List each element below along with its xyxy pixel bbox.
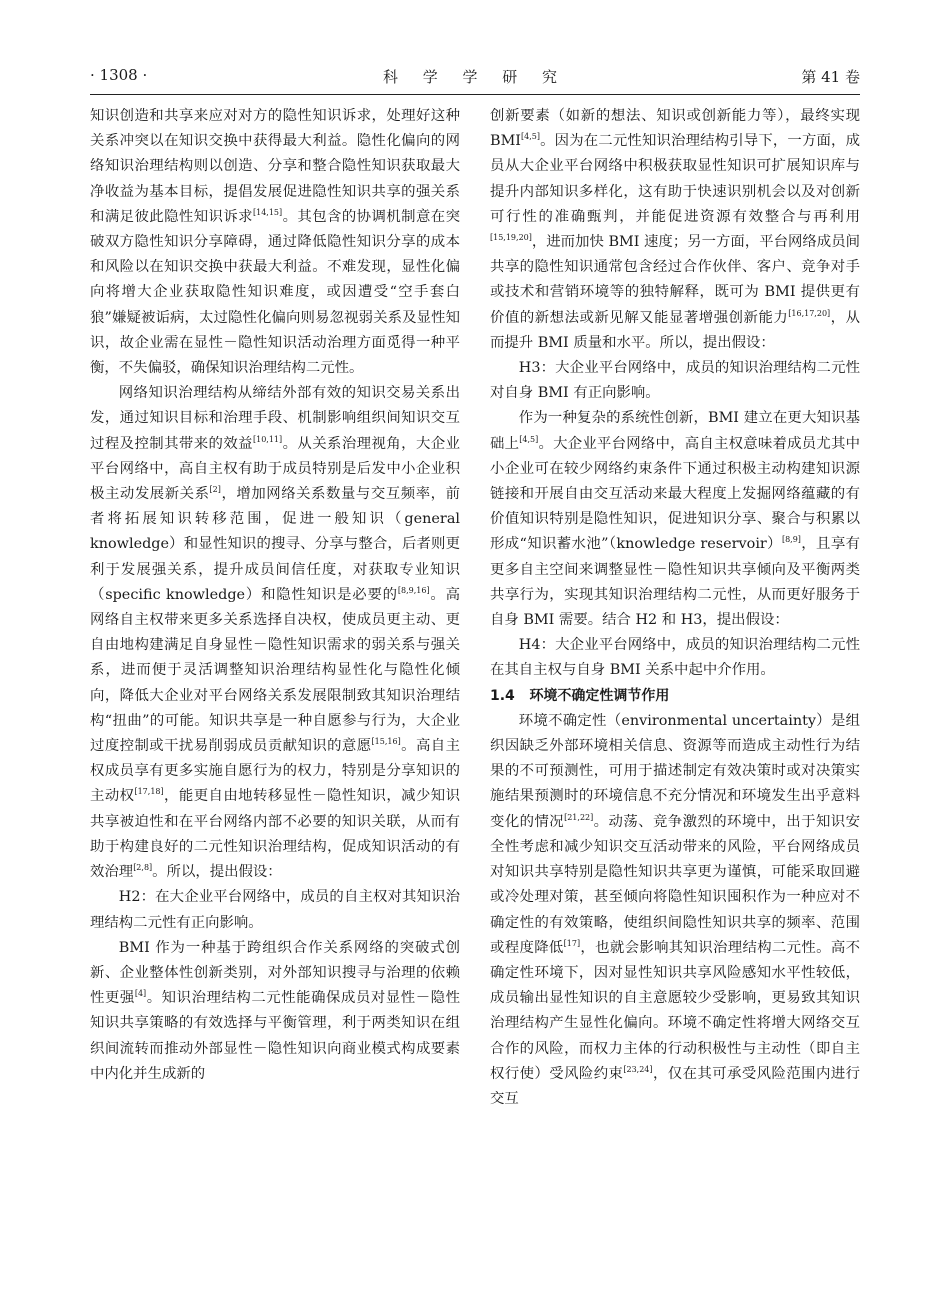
- citation: [15,19,20]: [490, 233, 532, 243]
- section-title: 环境不确定性调节作用: [529, 687, 670, 704]
- citation: [8,9,16]: [397, 585, 430, 595]
- right-column: [490, 104, 860, 1112]
- section-number: 1.4: [490, 687, 515, 704]
- paragraph-governance-structure: 网络知识治理结构从缔结外部有效的知识交易关系出发，通过知识目标和治理手段、机制影响组织间知识交互过程及控制其带来的效益[10,11]。从关系治理视角，大企业平台网络中，高自主权有助于成员特别是后发中小企业积极主动发展新关系[2]，增加网络关系数量与交互频率，前者将拓展知识转移范围，促进一般知识（general knowledge）和显性知识的搜寻、分享与整合，后者则更利于发展强关系，提升成员间信任度，对获取专业知识（specific knowledge）和隐性知识是必要的[8,9,16]。高网络自主权带来更多关系选择自决权，使成员更主动、更自由地构建满足自身显性－隐性知识需求的弱关系与强关系，进而便于灵活调整知识治理结构显性化与隐性化倾向，降低大企业对平台网络关系发展限制致其知识治理结构“扭曲”的可能。知识共享是一种自愿参与行为，大企业过度控制或干扰易削弱成员贡献知识的意愿[15,16]。高自主权成员享有更多实施自愿行为的权力，特别是分享知识的主动权[17,18]，能更自由地转移显性－隐性知识，减少知识共享被迫性和在平台网络内部不必要的知识关联，从而有助于构建良好的二元性知识治理结构，促成知识活动的有效治理[2,8]。所以，提出假设：: [90, 385, 460, 881]
- paragraph-environment-uncertainty: 环境不确定性（environmental uncertainty）是组织因缺乏外部环境相关信息、资源等而造成主动性行为结果的不可预测性，可用于描述制定有效决策时或对决策实施结果预测时的环境信息不充分情况和环境发生出乎意料变化的情况[21,22]。动荡、竞争激烈的环境中，出于知识安全性考虑和减少知识交互活动带来的风险，平台网络成员对知识共享特别是隐性知识共享更为谨慎，可能采取回避或冷处理对策，甚至倾向将隐性知识囤积作为一种应对不确定性的有效策略，使组织间隐性知识共享的频率、范围或程度降低[17]，也就会影响其知识治理结构二元性。高不确定性环境下，因对显性知识共享风险感知水平性较低，成员输出显性知识的自主意愿较少受影响，更易致其知识治理结构产生显性化偏向。环境不确定性将增大网络交互合作的风险，而权力主体的行动积极性与主动性（即自主权行使）受风险约束[23,24]，仅在其可承受风险范围内进行交互: [490, 712, 860, 1107]
- hypothesis-h4: H4：大企业平台网络中，成员的知识治理结构二元性在其自主权与自身 BMI 关系中起中介作用。: [490, 637, 860, 679]
- paragraph-continuation: 创新要素（如新的想法、知识或创新能力等），最终实现 BMI[4,5]。因为在二元性知识治理结构引导下，一方面，成员从大企业平台网络中积极获取显性知识可扩展知识库与提升内部知识多样化，这有助于快速识别机会以及对创新可行性的准确甄判，并能促进资源有效整合与再利用[15,19,20]，进而加快 BMI 速度；另一方面，平台网络成员间共享的隐性知识通常包含经过合作伙伴、客户、竞争对手或技术和营销环境等的独特解释，既可为 BMI 提供更有价值的新想法或新见解又能显著增强创新能力[16,17,20]，从而提升 BMI 质量和水平。所以，提出假设：: [490, 108, 860, 351]
- citation: [10,11]: [253, 434, 283, 444]
- citation: [4,5]: [519, 434, 539, 444]
- volume-label: 第 41 卷: [801, 68, 860, 86]
- citation: [2,8]: [133, 863, 153, 873]
- citation: [15,16]: [371, 737, 401, 747]
- running-header: [90, 66, 860, 92]
- citation: [21,22]: [564, 812, 594, 822]
- citation: [16,17,20]: [788, 308, 831, 318]
- journal-title: 科 学 学 研 究: [382, 68, 568, 86]
- hypothesis-h3: H3：大企业平台网络中，成员的知识治理结构二元性对自身 BMI 有正向影响。: [490, 360, 860, 402]
- citation: [4]: [134, 989, 147, 999]
- citation: [2]: [209, 485, 221, 495]
- left-column: [90, 104, 460, 1087]
- citation: [14,15]: [253, 207, 283, 217]
- citation: [23,24]: [623, 1064, 653, 1074]
- header-rule: [90, 94, 860, 95]
- citation: [4,5]: [521, 132, 540, 142]
- paragraph-continuation: 知识创造和共享来应对对方的隐性知识诉求，处理好这种关系冲突以在知识交换中获得最大利益。隐性化偏向的网络知识治理结构则以创造、分享和整合隐性知识获取最大净收益为基本目标，提倡发展促进隐性知识共享的强关系和满足彼此隐性知识诉求[14,15]。其包含的协调机制意在突破双方隐性知识分享障碍，通过降低隐性知识分享的成本和风险以在知识交换中获最大利益。不难发现，显性化偏向将增大企业获取隐性知识难度，或因遭受“空手套白狼”嫌疑被诟病，太过隐性化偏向则易忽视弱关系及显性知识，故企业需在显性－隐性知识活动治理方面觅得一种平衡，不失偏驳，确保知识治理结构二元性。: [90, 108, 460, 377]
- hypothesis-h2: H2：在大企业平台网络中，成员的自主权对其知识治理结构二元性有正向影响。: [90, 889, 460, 931]
- citation: [17]: [563, 938, 581, 948]
- citation: [17,18]: [134, 787, 164, 797]
- page-number: · 1308 ·: [90, 66, 148, 84]
- section-heading: [490, 684, 860, 709]
- paragraph-system-innovation: 作为一种复杂的系统性创新，BMI 建立在更大知识基础上[4,5]。大企业平台网络中，高自主权意味着成员尤其中小企业可在较少网络约束条件下通过积极主动构建知识源链接和开展自由交互活动来最大程度上发掘网络蕴藏的有价值知识特别是隐性知识，促进知识分享、聚合与积累以形成“知识蓄水池”（knowledge reservoir）[8,9]，且享有更多自主空间来调整显性－隐性知识共享倾向及平衡两类共享行为，实现其知识治理结构二元性，从而更好服务于自身 BMI 需要。结合 H2 和 H3，提出假设：: [490, 410, 860, 629]
- citation: [8,9]: [781, 535, 801, 545]
- paragraph-bmi: BMI 作为一种基于跨组织合作关系网络的突破式创新、企业整体性创新类别，对外部知识搜寻与治理的依赖性更强[4]。知识治理结构二元性能确保成员对显性－隐性知识共享策略的有效选择与平衡管理，利于两类知识在组织间流转而推动外部显性－隐性知识向商业模式构成要素中内化并生成新的: [90, 939, 460, 1082]
